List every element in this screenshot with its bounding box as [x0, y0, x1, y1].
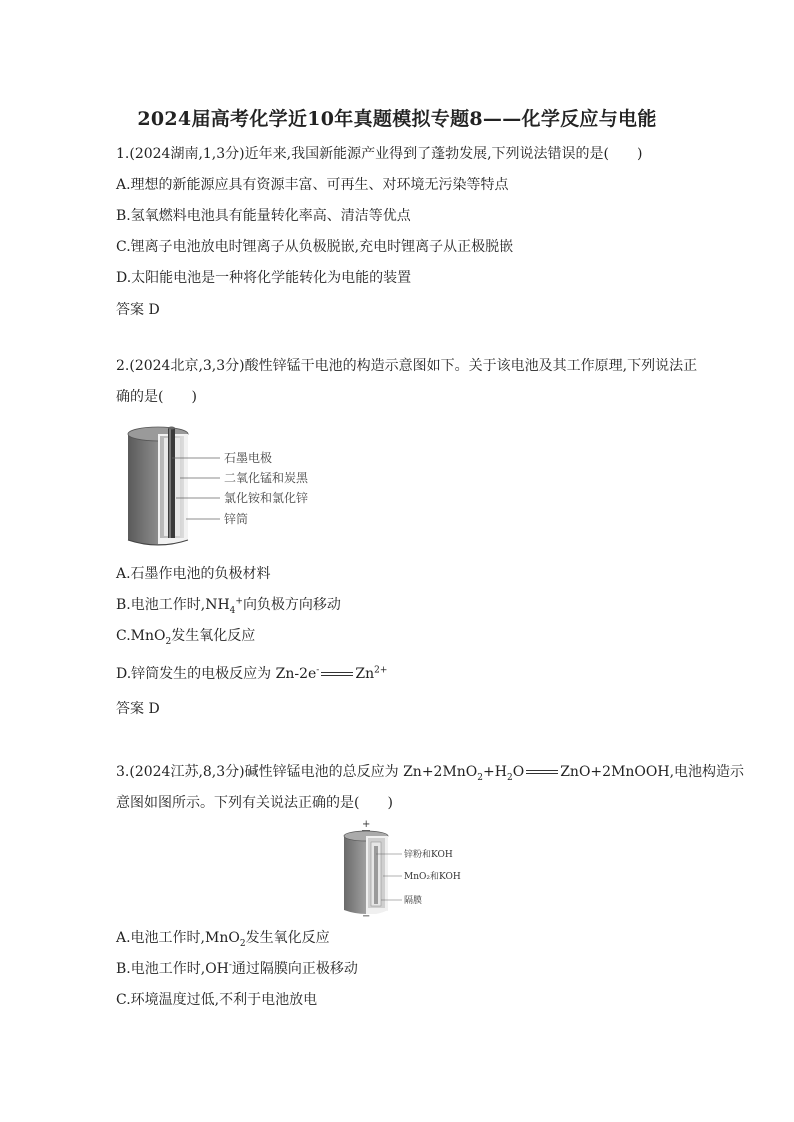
- q2-stem-line2: 确的是( ): [116, 389, 197, 405]
- negative-terminal-sign: −: [362, 911, 371, 920]
- label-separator: 隔膜: [404, 896, 423, 906]
- equals-arrow: [321, 669, 353, 679]
- q2-answer: 答案 D: [116, 701, 160, 717]
- q2-option-c: C.MnO$_2$发生氧化反应: [116, 628, 256, 647]
- label-mno2-carbon: 二氧化锰和炭黑: [224, 471, 309, 485]
- alkaline-zinc-manganese-cell-diagram: [338, 818, 468, 920]
- q2-option-a: A.石墨作电池的负极材料: [116, 566, 271, 582]
- q1-stem: 1.(2024湖南,1,3分)近年来,我国新能源产业得到了蓬勃发展,下列说法错误的是( ): [116, 146, 643, 162]
- q3-option-a: A.电池工作时,MnO$_2$发生氧化反应: [116, 930, 330, 949]
- equals-arrow: [526, 767, 558, 777]
- q2-option-d: D.锌筒发生的电极反应为 Zn-2e- $Zn^{2+}$: [116, 665, 388, 682]
- q1-option-c: C.锂离子电池放电时锂离子从负极脱嵌,充电时锂离子从正极脱嵌: [116, 239, 514, 255]
- q1-option-b: B.氢氧燃料电池具有能量转化率高、清洁等优点: [116, 208, 411, 224]
- label-zinc-powder-koh: 锌粉和KOH: [404, 850, 453, 860]
- q3-option-b: B.电池工作时,OH-通过隔膜向正极移动: [116, 960, 358, 977]
- q2-stem-line1: 2.(2024北京,3,3分)酸性锌锰干电池的构造示意图如下。关于该电池及其工作原理,下列说法正: [116, 358, 698, 374]
- q3-stem-line2: 意图如图所示。下列有关说法正确的是( ): [116, 795, 393, 811]
- positive-terminal-sign: +: [362, 819, 371, 830]
- label-zinc-can: 锌筒: [224, 512, 249, 526]
- label-graphite-electrode: 石墨电极: [224, 451, 273, 465]
- page-title: 2024届高考化学近10年真题模拟专题8——化学反应与电能: [137, 108, 657, 130]
- q2-option-b: B.电池工作时$,NH_4^+$向负极方向移动: [116, 596, 341, 616]
- q1-option-d: D.太阳能电池是一种将化学能转化为电能的装置: [116, 270, 412, 286]
- label-nh4cl-zncl2: 氯化铵和氯化锌: [224, 491, 309, 505]
- q3-option-c: C.环境温度过低,不利于电池放电: [116, 992, 318, 1008]
- label-mno2-koh: MnO₂和KOH: [404, 872, 461, 882]
- q1-answer: 答案 D: [116, 302, 160, 318]
- zinc-manganese-dry-cell-diagram: [120, 422, 320, 552]
- q1-option-a: A.理想的新能源应具有资源丰富、可再生、对环境无污染等特点: [116, 177, 509, 193]
- q3-stem-line1: 3.(2024江苏,8,3分)碱性锌锰电池的总反应为 $Zn+2MnO_2+H_2O$ ZnO+2MnOOH,电池构造示: [116, 764, 745, 783]
